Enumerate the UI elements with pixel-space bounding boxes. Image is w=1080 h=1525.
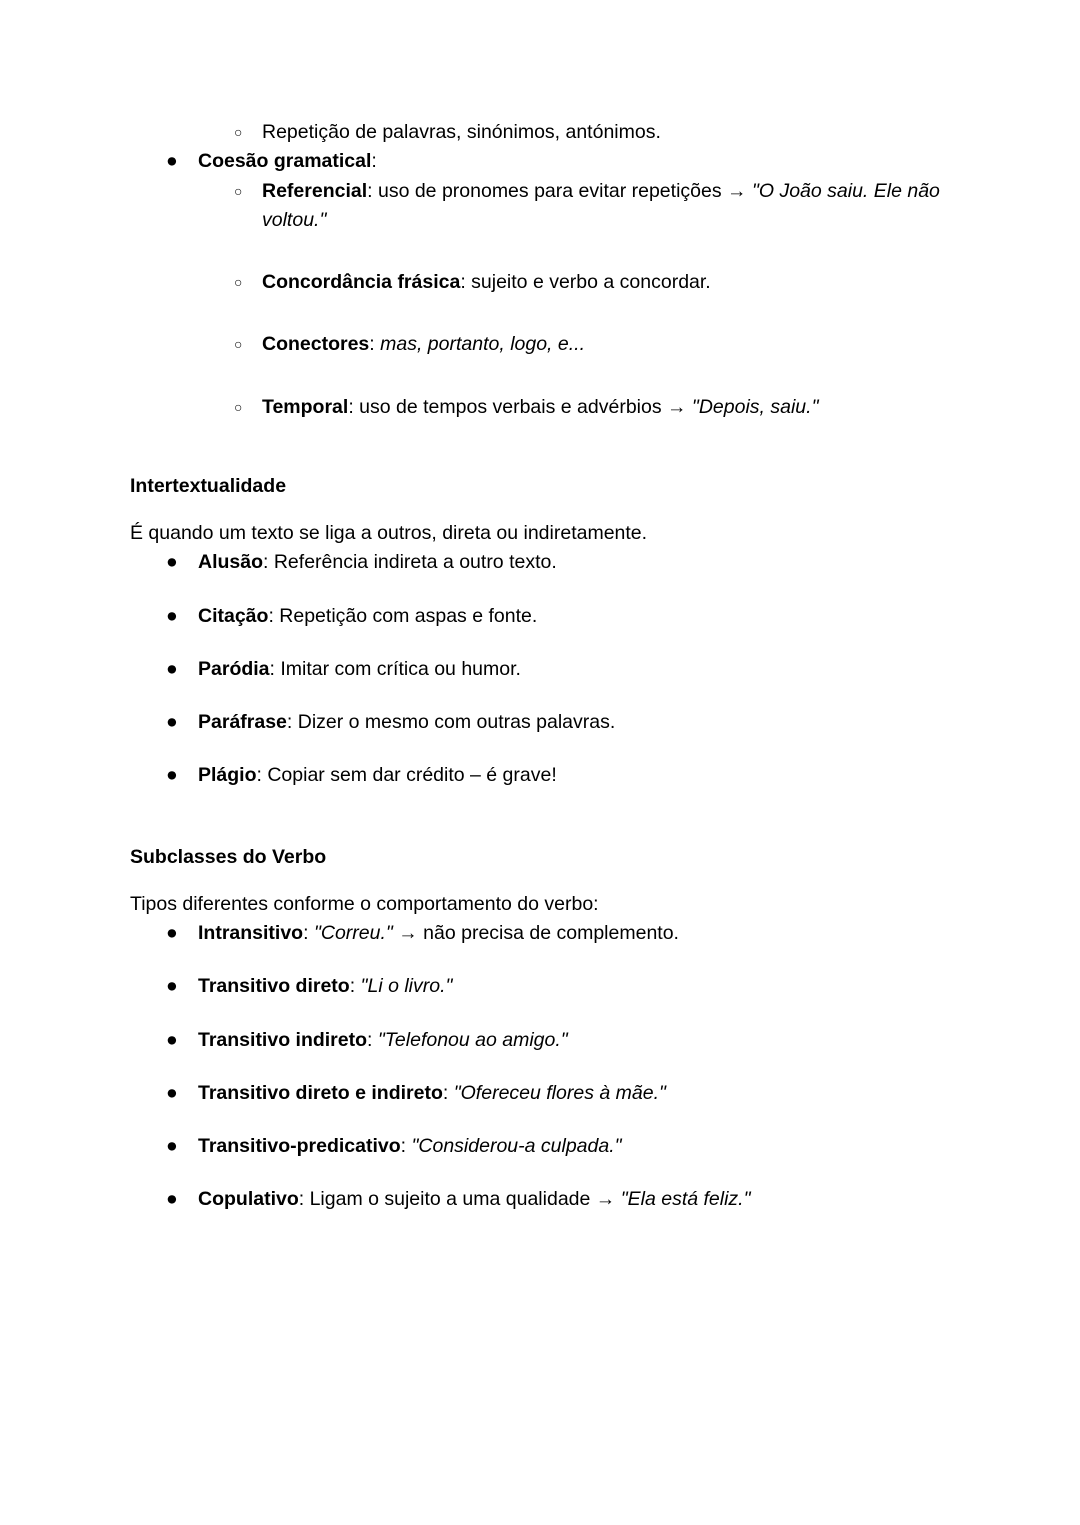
hollow-circle-bullet-icon: ○ [234,182,243,199]
filled-disc-bullet-icon: ● [166,604,178,627]
alusao-term: Alusão [198,551,264,574]
conectores-example: mas, portanto, logo, e... [380,333,585,356]
temporal-example: "Depois, saiu." [691,395,819,418]
list-item [130,761,960,790]
filled-disc-bullet-icon: ● [166,764,178,787]
citacao-term: Citação [198,604,269,627]
referencial-example: "O João saiu. Ele não voltou." [262,179,940,231]
list-item [130,1079,960,1108]
filled-disc-bullet-icon: ● [166,150,178,173]
transitivo-direto-e-indireto-term: Transitivo direto e indireto [198,1081,443,1104]
parafrase-term: Paráfrase [198,711,287,733]
temporal-term: Temporal [262,395,349,418]
plagio-term: Plágio [198,764,257,787]
transitivo-direto-example: "Li o livro." [360,975,453,998]
list-item [130,602,960,631]
transitivo-indireto-rest: : [367,1028,378,1051]
list-item [130,1185,960,1214]
document-body [130,118,960,1215]
filled-disc-bullet-icon: ● [166,657,178,680]
section-heading-subclasses-do-verbo: Subclasses do Verbo [130,845,327,868]
parafrase-rest: : Dizer o mesmo com outras palavras. [286,711,616,733]
transitivo-direto-term: Transitivo direto [198,975,350,998]
transitivo-predicativo-example: "Considerou-a culpada." [411,1135,622,1157]
conectores-term: Conectores [262,333,370,356]
list-item [130,1026,960,1055]
list-item [130,268,960,297]
transitivo-predicativo-term: Transitivo-predicativo [198,1135,401,1157]
list-item [130,393,960,422]
subclasses-intro: Tipos diferentes conforme o comportamento do verbo: [130,892,599,915]
copulativo-example: "Ela está feliz." [620,1188,751,1211]
subclasses-list [130,919,960,1215]
citacao-rest: : Repetição com aspas e fonte. [268,604,538,627]
transitivo-indireto-term: Transitivo indireto [198,1028,368,1051]
referencial-term: Referencial [262,179,368,202]
intertextualidade-list [130,548,960,790]
list-item [130,655,960,684]
intertextualidade-intro: É quando um texto se liga a outros, direta ou indiretamente. [130,522,648,544]
parodia-rest: : Imitar com crítica ou humor. [269,657,521,680]
coesao-gramatical-list [130,147,960,176]
parodia-term: Paródia [198,657,270,680]
list-item [130,548,960,577]
list-item [130,972,960,1001]
conectores-rest: : [369,333,381,356]
concordancia-rest: : sujeito e verbo a concordar. [460,271,711,293]
intransitivo-rest: : [303,922,314,944]
transitivo-direto-rest: : [349,975,361,998]
transitivo-direto-e-indireto-example: "Ofereceu flores à mãe." [453,1081,666,1104]
list-item [130,177,960,236]
concordancia-term: Concordância frásica [262,271,461,293]
referencial-rest: : uso de pronomes para evitar repetições → [367,179,752,202]
coesao-lexical-subitems [130,118,960,147]
filled-disc-bullet-icon: ● [166,975,178,998]
hollow-circle-bullet-icon: ○ [234,398,243,415]
transitivo-direto-e-indireto-rest: : [442,1081,454,1104]
copulativo-term: Copulativo [198,1188,299,1211]
coesao-gramatical-rest: : [371,150,377,173]
section-heading-intertextualidade: Intertextualidade [130,474,287,497]
filled-disc-bullet-icon: ● [166,1028,178,1051]
coesao-gramatical-term: Coesão gramatical [198,150,372,173]
list-item [130,147,960,176]
intransitivo-tail: → não precisa de complemento. [392,922,679,944]
intransitivo-example: "Correu." [313,922,393,944]
filled-disc-bullet-icon: ● [166,711,178,733]
transitivo-predicativo-rest: : [400,1135,412,1157]
list-item [130,1132,960,1161]
list-item [130,919,960,948]
hollow-circle-bullet-icon: ○ [234,336,243,353]
filled-disc-bullet-icon: ● [166,1188,178,1211]
temporal-rest: : uso de tempos verbais e advérbios → [348,395,692,418]
hollow-circle-bullet-icon: ○ [234,124,243,140]
intransitivo-term: Intransitivo [198,922,304,944]
list-item [130,708,960,737]
copulativo-rest: : Ligam o sujeito a uma qualidade → [298,1188,621,1211]
filled-disc-bullet-icon: ● [166,1135,178,1157]
plagio-rest: : Copiar sem dar crédito – é grave! [256,764,557,787]
filled-disc-bullet-icon: ● [166,1081,178,1104]
filled-disc-bullet-icon: ● [166,551,178,574]
alusao-rest: : Referência indireta a outro texto. [263,551,557,574]
repeticao-text: Repetição de palavras, sinónimos, antónimos. [262,121,661,143]
hollow-circle-bullet-icon: ○ [234,274,243,290]
transitivo-indireto-example: "Telefonou ao amigo." [377,1028,568,1051]
filled-disc-bullet-icon: ● [166,922,178,944]
list-item [130,118,960,147]
list-item [130,330,960,359]
coesao-gramatical-subitems [130,177,960,422]
